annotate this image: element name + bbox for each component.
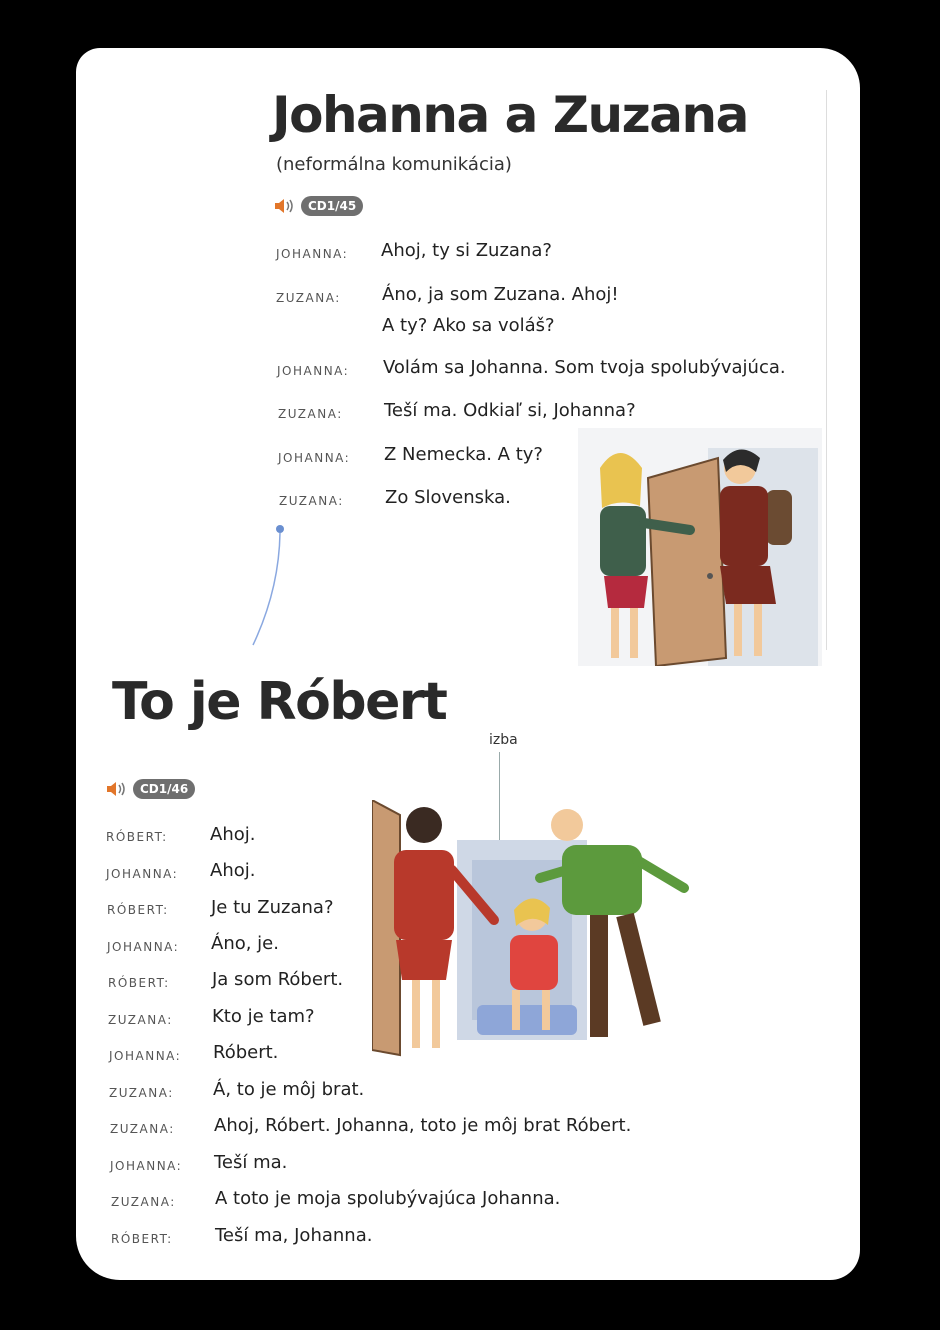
speaker-label: JOHANNA: [277,364,350,378]
speaker-label: JOHANNA: [276,247,349,261]
illustration-roommates-door [372,800,697,1058]
dialogue-line: Á, to je môj brat. [213,1079,365,1100]
dialogue-line: Teší ma. Odkiaľ si, Johanna? [384,400,636,421]
dialogue-line: Ahoj. [210,860,256,881]
dialogue-line: Volám sa Johanna. Som tvoja spolubývajúca. [383,357,786,378]
speaker-label: JOHANNA: [278,451,351,465]
speaker-label: JOHANNA: [109,1049,182,1063]
dialogue-line: Ahoj, Róbert. Johanna, toto je môj brat Róbert. [214,1115,632,1136]
dialogue-line: Kto je tam? [212,1006,315,1027]
speaker-label: JOHANNA: [106,867,179,881]
dialogue-line: Ahoj, ty si Zuzana? [381,240,552,261]
speaker-icon [106,780,128,798]
speaker-label: JOHANNA: [110,1159,183,1173]
dialogue-line: A toto je moja spolubývajúca Johanna. [215,1188,561,1209]
speaker-label: ZUZANA: [110,1122,175,1136]
label-izba: izba [489,732,518,748]
dialogue-line: Áno, ja som Zuzana. Ahoj! [382,284,619,305]
speaker-label: ZUZANA: [278,407,343,421]
speaker-label: RÓBERT: [106,830,168,844]
dialogue-line: Teší ma. [214,1152,288,1173]
section2-title: To je Róbert [112,672,447,732]
dialogue-line: Je tu Zuzana? [211,897,334,918]
dialogue-line: Zo Slovenska. [385,487,511,508]
illustration-girls-at-door [578,428,822,666]
speaker-label: ZUZANA: [279,494,344,508]
speaker-label: RÓBERT: [108,976,170,990]
dialogue-line: Áno, je. [211,933,279,954]
dialogue-line: A ty? Ako sa voláš? [382,315,555,336]
audio-track-2[interactable] [106,779,195,799]
dialogue-line: Róbert. [213,1042,279,1063]
dialogue-line: Ja som Róbert. [212,969,344,990]
section1-title: Johanna a Zuzana [272,86,748,144]
dialogue-line: Z Nemecka. A ty? [384,444,543,465]
speaker-icon [274,197,296,215]
dialogue-line: Teší ma, Johanna. [215,1225,373,1246]
section1-subtitle: (neformálna komunikácia) [276,154,512,175]
cd-badge: CD1/46 [133,779,195,799]
speaker-label: ZUZANA: [109,1086,174,1100]
speaker-label: JOHANNA: [107,940,180,954]
speaker-label: ZUZANA: [108,1013,173,1027]
speaker-label: RÓBERT: [107,903,169,917]
connector-line [245,520,295,650]
audio-track-1[interactable] [274,196,363,216]
speaker-label: ZUZANA: [111,1195,176,1209]
cd-badge: CD1/45 [301,196,363,216]
speaker-label: RÓBERT: [111,1232,173,1246]
page-edge [826,90,827,650]
dialogue-line: Ahoj. [210,824,256,845]
speaker-label: ZUZANA: [276,291,341,305]
